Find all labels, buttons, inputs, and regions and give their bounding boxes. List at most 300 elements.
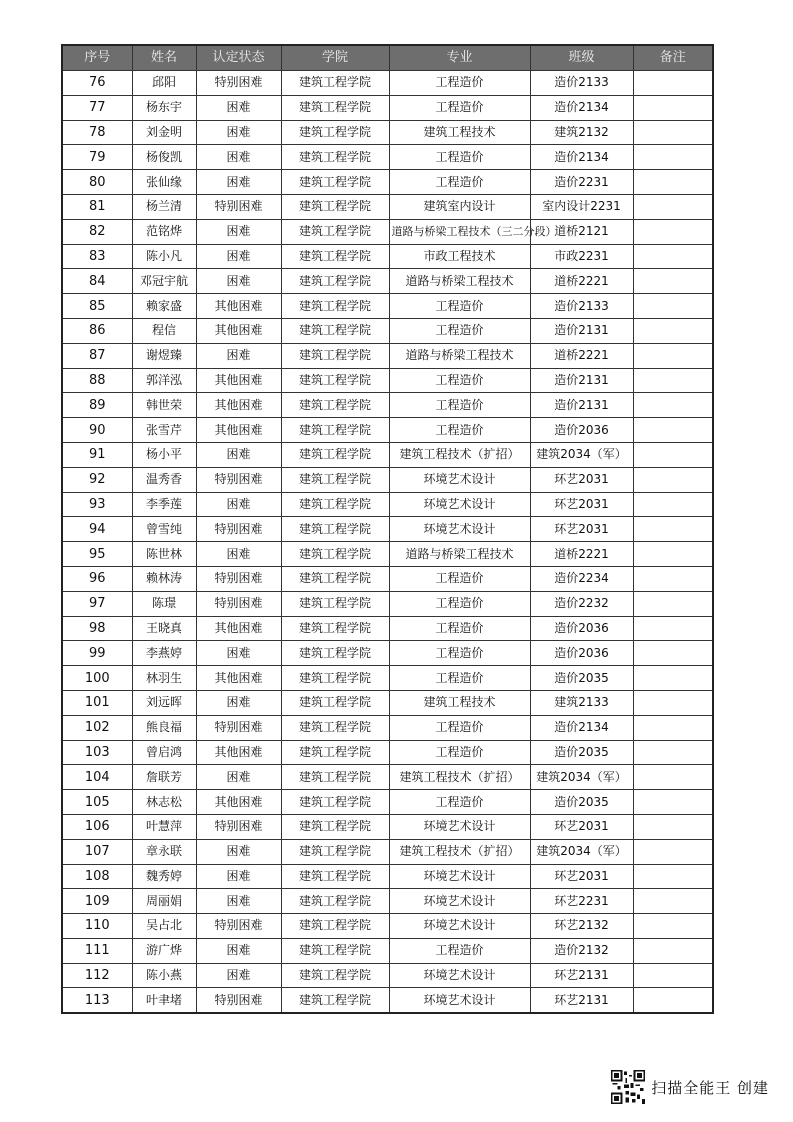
cell-status: 其他困难	[196, 666, 281, 691]
cell-no: 107	[62, 839, 132, 864]
cell-note	[633, 889, 713, 914]
cell-status: 困难	[196, 641, 281, 666]
table-row	[62, 145, 713, 170]
cell-college: 建筑工程学院	[281, 914, 389, 939]
table-row	[62, 442, 713, 467]
cell-name: 赖家盛	[132, 294, 196, 319]
cell-class: 造价2134	[530, 145, 633, 170]
cell-college: 建筑工程学院	[281, 343, 389, 368]
cell-class: 环艺2132	[530, 914, 633, 939]
cell-college: 建筑工程学院	[281, 666, 389, 691]
cell-no: 83	[62, 244, 132, 269]
cell-name: 张雪芹	[132, 418, 196, 443]
cell-status: 其他困难	[196, 740, 281, 765]
cell-status: 其他困难	[196, 790, 281, 815]
cell-major: 环境艺术设计	[389, 467, 530, 492]
cell-no: 100	[62, 666, 132, 691]
cell-note	[633, 591, 713, 616]
header-college: 学院	[281, 45, 389, 71]
cell-class: 造价2231	[530, 170, 633, 195]
cell-college: 建筑工程学院	[281, 765, 389, 790]
cell-note	[633, 269, 713, 294]
cell-class: 道桥2221	[530, 542, 633, 567]
table-row	[62, 71, 713, 96]
table-row	[62, 616, 713, 641]
cell-major: 环境艺术设计	[389, 864, 530, 889]
table-row	[62, 294, 713, 319]
table-row	[62, 963, 713, 988]
cell-college: 建筑工程学院	[281, 219, 389, 244]
cell-status: 特别困难	[196, 988, 281, 1013]
cell-major: 工程造价	[389, 715, 530, 740]
table-row	[62, 765, 713, 790]
cell-no: 85	[62, 294, 132, 319]
cell-name: 周丽娟	[132, 889, 196, 914]
cell-major: 工程造价	[389, 145, 530, 170]
cell-college: 建筑工程学院	[281, 740, 389, 765]
cell-major: 工程造价	[389, 393, 530, 418]
cell-no: 113	[62, 988, 132, 1013]
cell-note	[633, 95, 713, 120]
cell-college: 建筑工程学院	[281, 418, 389, 443]
cell-name: 杨东宇	[132, 95, 196, 120]
cell-status: 困难	[196, 343, 281, 368]
header-name: 姓名	[132, 45, 196, 71]
cell-class: 环艺2131	[530, 988, 633, 1013]
cell-note	[633, 170, 713, 195]
cell-name: 郭洋泓	[132, 368, 196, 393]
cell-name: 林羽生	[132, 666, 196, 691]
cell-college: 建筑工程学院	[281, 566, 389, 591]
cell-note	[633, 938, 713, 963]
cell-status: 特别困难	[196, 566, 281, 591]
cell-note	[633, 963, 713, 988]
cell-class: 造价2131	[530, 318, 633, 343]
cell-class: 环艺2031	[530, 517, 633, 542]
cell-class: 造价2234	[530, 566, 633, 591]
cell-name: 李季莲	[132, 492, 196, 517]
cell-name: 杨俊凯	[132, 145, 196, 170]
header-note: 备注	[633, 45, 713, 71]
table-row	[62, 566, 713, 591]
header-status: 认定状态	[196, 45, 281, 71]
cell-note	[633, 194, 713, 219]
cell-name: 赖林涛	[132, 566, 196, 591]
cell-no: 82	[62, 219, 132, 244]
cell-name: 叶慧萍	[132, 814, 196, 839]
cell-status: 困难	[196, 492, 281, 517]
cell-no: 88	[62, 368, 132, 393]
cell-major: 工程造价	[389, 616, 530, 641]
cell-name: 熊良福	[132, 715, 196, 740]
cell-major: 建筑工程技术（扩招）	[389, 442, 530, 467]
cell-no: 99	[62, 641, 132, 666]
cell-no: 81	[62, 194, 132, 219]
cell-no: 110	[62, 914, 132, 939]
cell-class: 造价2133	[530, 294, 633, 319]
cell-status: 困难	[196, 765, 281, 790]
cell-status: 特别困难	[196, 517, 281, 542]
cell-no: 86	[62, 318, 132, 343]
cell-major: 工程造价	[389, 666, 530, 691]
cell-note	[633, 145, 713, 170]
cell-note	[633, 442, 713, 467]
cell-college: 建筑工程学院	[281, 839, 389, 864]
cell-status: 其他困难	[196, 418, 281, 443]
cell-major: 环境艺术设计	[389, 963, 530, 988]
cell-major: 建筑工程技术	[389, 690, 530, 715]
cell-note	[633, 219, 713, 244]
cell-class: 环艺2031	[530, 492, 633, 517]
cell-note	[633, 814, 713, 839]
cell-note	[633, 517, 713, 542]
cell-major: 环境艺术设计	[389, 914, 530, 939]
table-row	[62, 467, 713, 492]
cell-status: 困难	[196, 690, 281, 715]
cell-name: 刘远晖	[132, 690, 196, 715]
cell-no: 109	[62, 889, 132, 914]
cell-college: 建筑工程学院	[281, 542, 389, 567]
cell-class: 环艺2031	[530, 864, 633, 889]
cell-no: 87	[62, 343, 132, 368]
cell-note	[633, 715, 713, 740]
cell-note	[633, 418, 713, 443]
cell-college: 建筑工程学院	[281, 492, 389, 517]
cell-name: 韩世荣	[132, 393, 196, 418]
cell-major: 工程造价	[389, 938, 530, 963]
cell-note	[633, 988, 713, 1013]
cell-name: 章永联	[132, 839, 196, 864]
table-row	[62, 814, 713, 839]
cell-major: 道路与桥梁工程技术	[389, 269, 530, 294]
cell-no: 91	[62, 442, 132, 467]
cell-status: 特别困难	[196, 467, 281, 492]
header-major: 专业	[389, 45, 530, 71]
cell-class: 建筑2133	[530, 690, 633, 715]
cell-name: 杨兰清	[132, 194, 196, 219]
cell-no: 93	[62, 492, 132, 517]
cell-name: 陈璟	[132, 591, 196, 616]
cell-note	[633, 542, 713, 567]
cell-name: 李燕婷	[132, 641, 196, 666]
table-row	[62, 194, 713, 219]
cell-note	[633, 467, 713, 492]
cell-class: 建筑2132	[530, 120, 633, 145]
cell-status: 困难	[196, 145, 281, 170]
table-row	[62, 343, 713, 368]
cell-major: 环境艺术设计	[389, 814, 530, 839]
cell-no: 106	[62, 814, 132, 839]
table-row	[62, 170, 713, 195]
table-row	[62, 790, 713, 815]
table-row	[62, 839, 713, 864]
cell-status: 特别困难	[196, 814, 281, 839]
cell-college: 建筑工程学院	[281, 145, 389, 170]
cell-name: 詹联芳	[132, 765, 196, 790]
cell-status: 特别困难	[196, 71, 281, 96]
cell-class: 造价2035	[530, 740, 633, 765]
cell-status: 困难	[196, 219, 281, 244]
cell-name: 叶聿堵	[132, 988, 196, 1013]
cell-name: 曾雪纯	[132, 517, 196, 542]
cell-major: 环境艺术设计	[389, 517, 530, 542]
cell-status: 困难	[196, 889, 281, 914]
table-row	[62, 120, 713, 145]
cell-status: 困难	[196, 864, 281, 889]
cell-status: 困难	[196, 120, 281, 145]
cell-class: 市政2231	[530, 244, 633, 269]
cell-name: 陈小燕	[132, 963, 196, 988]
table-row	[62, 219, 713, 244]
cell-status: 困难	[196, 95, 281, 120]
cell-class: 造价2035	[530, 790, 633, 815]
cell-note	[633, 120, 713, 145]
cell-name: 魏秀婷	[132, 864, 196, 889]
cell-status: 其他困难	[196, 393, 281, 418]
cell-college: 建筑工程学院	[281, 194, 389, 219]
cell-class: 造价2232	[530, 591, 633, 616]
cell-college: 建筑工程学院	[281, 790, 389, 815]
cell-college: 建筑工程学院	[281, 318, 389, 343]
cell-class: 建筑2034（军）	[530, 839, 633, 864]
cell-college: 建筑工程学院	[281, 244, 389, 269]
cell-major: 建筑工程技术	[389, 120, 530, 145]
cell-no: 101	[62, 690, 132, 715]
cell-college: 建筑工程学院	[281, 864, 389, 889]
cell-note	[633, 914, 713, 939]
cell-class: 造价2036	[530, 418, 633, 443]
cell-no: 89	[62, 393, 132, 418]
cell-no: 76	[62, 71, 132, 96]
cell-name: 温秀香	[132, 467, 196, 492]
cell-class: 环艺2231	[530, 889, 633, 914]
cell-status: 其他困难	[196, 294, 281, 319]
cell-college: 建筑工程学院	[281, 715, 389, 740]
table-body	[62, 71, 713, 1014]
cell-name: 张仙缘	[132, 170, 196, 195]
cell-status: 困难	[196, 938, 281, 963]
cell-class: 道桥2121	[530, 219, 633, 244]
table-row	[62, 542, 713, 567]
table-row	[62, 591, 713, 616]
cell-major: 建筑室内设计	[389, 194, 530, 219]
cell-major: 工程造价	[389, 318, 530, 343]
cell-note	[633, 343, 713, 368]
cell-name: 程信	[132, 318, 196, 343]
cell-name: 范铭烨	[132, 219, 196, 244]
cell-college: 建筑工程学院	[281, 294, 389, 319]
table-row	[62, 492, 713, 517]
cell-college: 建筑工程学院	[281, 442, 389, 467]
cell-no: 78	[62, 120, 132, 145]
cell-name: 游广烨	[132, 938, 196, 963]
cell-major: 环境艺术设计	[389, 988, 530, 1013]
cell-class: 室内设计2231	[530, 194, 633, 219]
cell-college: 建筑工程学院	[281, 467, 389, 492]
cell-major: 环境艺术设计	[389, 889, 530, 914]
cell-status: 特别困难	[196, 591, 281, 616]
cell-no: 102	[62, 715, 132, 740]
cell-note	[633, 318, 713, 343]
cell-status: 特别困难	[196, 914, 281, 939]
table-row	[62, 938, 713, 963]
cell-college: 建筑工程学院	[281, 690, 389, 715]
cell-major: 工程造价	[389, 641, 530, 666]
cell-no: 112	[62, 963, 132, 988]
cell-major: 工程造价	[389, 418, 530, 443]
cell-college: 建筑工程学院	[281, 938, 389, 963]
cell-no: 80	[62, 170, 132, 195]
cell-name: 吴占北	[132, 914, 196, 939]
cell-name: 邱阳	[132, 71, 196, 96]
cell-major: 工程造价	[389, 566, 530, 591]
cell-no: 105	[62, 790, 132, 815]
cell-college: 建筑工程学院	[281, 120, 389, 145]
cell-college: 建筑工程学院	[281, 963, 389, 988]
cell-class: 道桥2221	[530, 269, 633, 294]
cell-major: 环境艺术设计	[389, 492, 530, 517]
cell-major: 道路与桥梁工程技术	[389, 343, 530, 368]
cell-name: 陈世林	[132, 542, 196, 567]
cell-status: 其他困难	[196, 616, 281, 641]
cell-status: 困难	[196, 170, 281, 195]
table-header-row	[62, 45, 713, 71]
cell-no: 104	[62, 765, 132, 790]
cell-college: 建筑工程学院	[281, 889, 389, 914]
cell-note	[633, 71, 713, 96]
cell-class: 环艺2131	[530, 963, 633, 988]
cell-note	[633, 839, 713, 864]
cell-note	[633, 566, 713, 591]
watermark-text: 扫描全能王 创建	[651, 1078, 769, 1097]
cell-class: 造价2036	[530, 616, 633, 641]
cell-class: 造价2035	[530, 666, 633, 691]
cell-major: 工程造价	[389, 740, 530, 765]
cell-no: 92	[62, 467, 132, 492]
cell-note	[633, 790, 713, 815]
cell-major: 工程造价	[389, 71, 530, 96]
cell-class: 建筑2034（军）	[530, 765, 633, 790]
cell-college: 建筑工程学院	[281, 368, 389, 393]
cell-major: 道路与桥梁工程技术	[389, 542, 530, 567]
table-row	[62, 517, 713, 542]
table-row	[62, 418, 713, 443]
cell-name: 杨小平	[132, 442, 196, 467]
cell-class: 造价2131	[530, 393, 633, 418]
scanner-watermark	[611, 1070, 769, 1104]
cell-no: 94	[62, 517, 132, 542]
cell-no: 79	[62, 145, 132, 170]
table-row	[62, 690, 713, 715]
cell-college: 建筑工程学院	[281, 170, 389, 195]
cell-class: 环艺2031	[530, 467, 633, 492]
cell-note	[633, 765, 713, 790]
cell-class: 造价2131	[530, 368, 633, 393]
cell-major: 工程造价	[389, 591, 530, 616]
cell-class: 造价2036	[530, 641, 633, 666]
cell-major: 道路与桥梁工程技术（三二分段）	[389, 219, 530, 244]
table-row	[62, 95, 713, 120]
cell-name: 邓冠宇航	[132, 269, 196, 294]
cell-major: 工程造价	[389, 95, 530, 120]
cell-no: 95	[62, 542, 132, 567]
cell-no: 96	[62, 566, 132, 591]
cell-college: 建筑工程学院	[281, 393, 389, 418]
cell-status: 困难	[196, 269, 281, 294]
cell-note	[633, 244, 713, 269]
cell-class: 造价2133	[530, 71, 633, 96]
cell-class: 道桥2221	[530, 343, 633, 368]
cell-college: 建筑工程学院	[281, 641, 389, 666]
cell-no: 84	[62, 269, 132, 294]
cell-note	[633, 740, 713, 765]
cell-major: 工程造价	[389, 368, 530, 393]
cell-class: 造价2134	[530, 715, 633, 740]
cell-no: 111	[62, 938, 132, 963]
cell-college: 建筑工程学院	[281, 95, 389, 120]
cell-note	[633, 864, 713, 889]
table-row	[62, 740, 713, 765]
cell-college: 建筑工程学院	[281, 616, 389, 641]
cell-no: 108	[62, 864, 132, 889]
cell-status: 其他困难	[196, 368, 281, 393]
cell-no: 98	[62, 616, 132, 641]
cell-major: 工程造价	[389, 790, 530, 815]
table-row	[62, 864, 713, 889]
cell-major: 建筑工程技术（扩招）	[389, 765, 530, 790]
cell-no: 90	[62, 418, 132, 443]
cell-college: 建筑工程学院	[281, 591, 389, 616]
cell-college: 建筑工程学院	[281, 269, 389, 294]
table-row	[62, 914, 713, 939]
cell-major: 工程造价	[389, 294, 530, 319]
header-no: 序号	[62, 45, 132, 71]
table-row	[62, 244, 713, 269]
cell-class: 造价2132	[530, 938, 633, 963]
cell-status: 困难	[196, 542, 281, 567]
table-row	[62, 269, 713, 294]
cell-status: 特别困难	[196, 715, 281, 740]
cell-college: 建筑工程学院	[281, 814, 389, 839]
cell-major: 市政工程技术	[389, 244, 530, 269]
cell-major: 建筑工程技术（扩招）	[389, 839, 530, 864]
cell-note	[633, 690, 713, 715]
cell-college: 建筑工程学院	[281, 988, 389, 1013]
cell-note	[633, 492, 713, 517]
student-roster-table	[61, 44, 714, 1014]
cell-name: 刘金明	[132, 120, 196, 145]
cell-no: 77	[62, 95, 132, 120]
table-row	[62, 368, 713, 393]
cell-status: 困难	[196, 963, 281, 988]
table-row	[62, 393, 713, 418]
cell-status: 困难	[196, 244, 281, 269]
table-row	[62, 988, 713, 1013]
cell-status: 困难	[196, 442, 281, 467]
table-row	[62, 889, 713, 914]
cell-class: 环艺2031	[530, 814, 633, 839]
cell-note	[633, 641, 713, 666]
cell-note	[633, 294, 713, 319]
header-class: 班级	[530, 45, 633, 71]
cell-name: 曾启鸿	[132, 740, 196, 765]
cell-class: 建筑2034（军）	[530, 442, 633, 467]
cell-name: 谢煜臻	[132, 343, 196, 368]
cell-status: 特别困难	[196, 194, 281, 219]
cell-note	[633, 616, 713, 641]
table-row	[62, 318, 713, 343]
cell-status: 困难	[196, 839, 281, 864]
